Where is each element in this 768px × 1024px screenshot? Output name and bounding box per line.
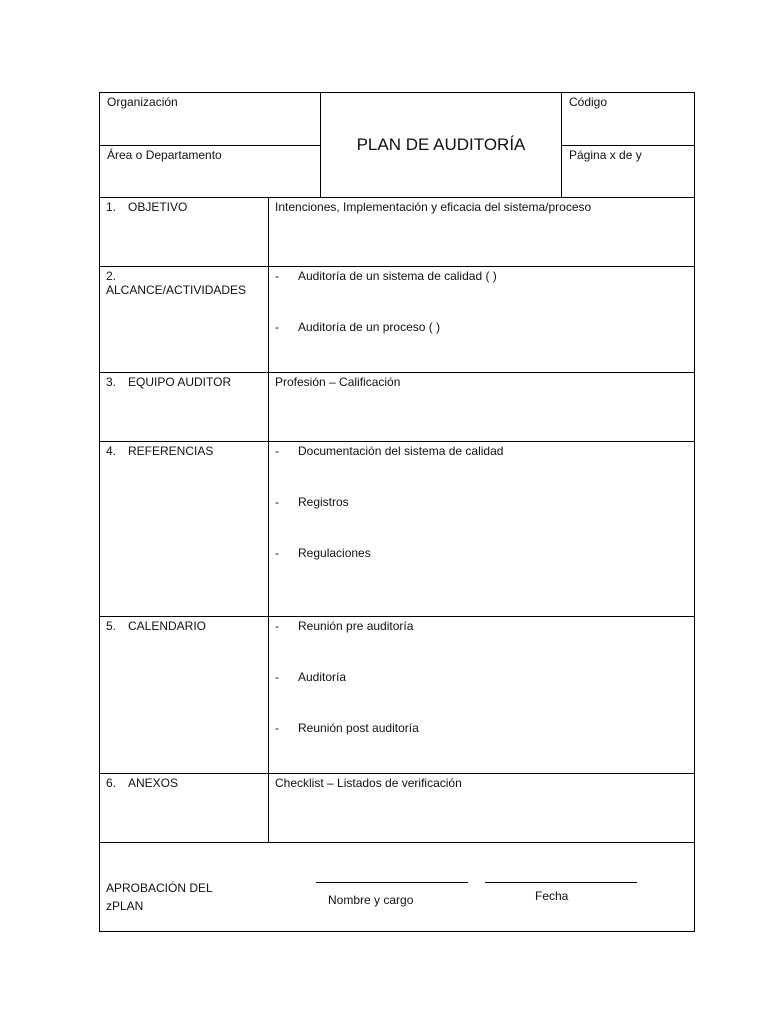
name-signature-label: Nombre y cargo (328, 893, 414, 907)
section-content-cell (269, 198, 694, 266)
section-label: ANEXOS (128, 776, 179, 790)
organization-cell (100, 93, 321, 146)
section-label: CALENDARIO (128, 619, 207, 633)
section-item-text: Auditoría de un sistema de calidad ( ) (298, 269, 497, 283)
section-item-text: Regulaciones (298, 546, 371, 560)
section-item-text: Reunión post auditoría (298, 721, 419, 735)
section-item (275, 670, 688, 684)
section-number: 2. (106, 269, 117, 283)
section-row (99, 267, 695, 373)
section-label-cell (100, 198, 269, 266)
approval-label-line1: APROBACIÓN DEL (106, 881, 213, 895)
section-label-cell (100, 617, 269, 773)
section-item (275, 320, 688, 334)
section-number: 4. (106, 444, 117, 458)
date-signature-label: Fecha (535, 889, 569, 903)
department-label: Área o Departamento (107, 148, 222, 162)
section-content-cell (269, 373, 694, 441)
section-row (99, 617, 695, 774)
section-item (275, 721, 688, 735)
bullet-dash: - (275, 546, 279, 560)
section-item (275, 776, 688, 790)
section-label: ALCANCE/ACTIVIDADES (106, 283, 247, 297)
section-item-text: Registros (298, 495, 349, 509)
form-header (99, 92, 695, 198)
page-number-label: Página x de y (569, 148, 642, 162)
approval-label-line2: zPLAN (106, 899, 144, 913)
section-item (275, 375, 688, 389)
section-row (99, 373, 695, 442)
bullet-dash: - (275, 721, 279, 735)
section-label-cell (100, 267, 269, 372)
bullet-dash: - (275, 619, 279, 633)
section-content-cell (269, 267, 694, 372)
title-cell (321, 93, 561, 197)
audit-plan-form (99, 92, 695, 932)
section-number: 6. (106, 776, 117, 790)
section-item-text: Auditoría de un proceso ( ) (298, 320, 441, 334)
bullet-dash: - (275, 444, 279, 458)
section-item (275, 619, 688, 633)
section-number: 1. (106, 200, 117, 214)
section-label: EQUIPO AUDITOR (128, 375, 232, 389)
document-title: PLAN DE AUDITORÍA (356, 135, 526, 154)
bullet-dash: - (275, 495, 279, 509)
section-label-cell (100, 774, 269, 842)
code-cell (561, 93, 694, 146)
section-item (275, 495, 688, 509)
section-number: 5. (106, 619, 117, 633)
section-item-text: Intenciones, Implementación y eficacia del sistema/proceso (275, 200, 592, 214)
bullet-dash: - (275, 269, 279, 283)
section-number: 3. (106, 375, 117, 389)
section-item (275, 269, 688, 283)
bullet-dash: - (275, 320, 279, 334)
section-row (99, 198, 695, 267)
approval-label (106, 879, 213, 915)
section-item-text: Documentación del sistema de calidad (298, 444, 504, 458)
section-label-cell (100, 442, 269, 616)
section-item-text: Profesión – Calificación (275, 375, 401, 389)
department-cell (100, 146, 321, 198)
section-content-cell (269, 617, 694, 773)
section-item (275, 444, 688, 458)
section-content-cell (269, 774, 694, 842)
section-item-text: Reunión pre auditoría (298, 619, 414, 633)
section-row (99, 774, 695, 843)
section-label: OBJETIVO (128, 200, 188, 214)
section-label: REFERENCIAS (128, 444, 214, 458)
section-row (99, 442, 695, 617)
approval-row (99, 843, 695, 932)
section-item-text: Auditoría (298, 670, 347, 684)
section-item-text: Checklist – Listados de verificación (275, 776, 462, 790)
section-item (275, 200, 688, 214)
date-signature-line (485, 882, 637, 883)
form-sections (99, 198, 695, 843)
section-item (275, 546, 688, 560)
organization-label: Organización (107, 95, 178, 109)
bullet-dash: - (275, 670, 279, 684)
code-label: Código (569, 95, 608, 109)
page-cell (561, 146, 694, 198)
section-label-cell (100, 373, 269, 441)
section-content-cell (269, 442, 694, 616)
name-signature-line (316, 882, 468, 883)
